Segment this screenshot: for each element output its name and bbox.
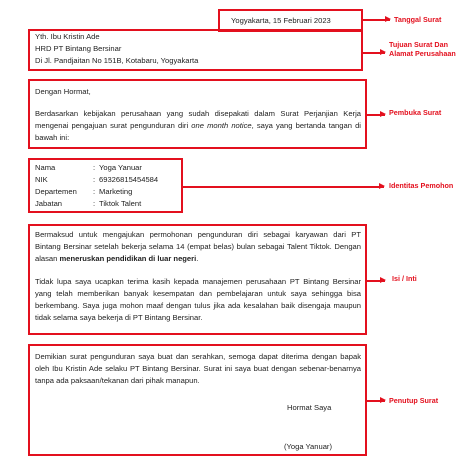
- signature-name: (Yoga Yanuar): [284, 442, 332, 451]
- recipient-name: Yth. Ibu Kristin Ade: [35, 32, 100, 41]
- recipient-department: HRD PT Bintang Bersinar: [35, 44, 122, 53]
- body-p2-line-4: tidak selama saya bekerja di PT Bintang Bersinar.: [35, 313, 203, 322]
- tanggal-arrow: [363, 19, 390, 21]
- identity-key: NIK: [35, 175, 48, 184]
- identity-key: Nama: [35, 163, 56, 172]
- identity-value: Tiktok Talent: [99, 199, 142, 208]
- recipient-address: Di Jl. Pandjaitan No 151B, Kotabaru, Yogyakarta: [35, 56, 199, 65]
- label-tanggal-surat: Tanggal Surat: [394, 15, 442, 24]
- isi-arrow: [367, 280, 385, 282]
- identity-key: Departemen: [35, 187, 77, 196]
- regards: Hormat Saya: [287, 403, 332, 412]
- opening-line-2-post: , saya yang bertanda tangan di: [251, 121, 361, 130]
- identity-key: Jabatan: [35, 199, 63, 208]
- tujuan-arrow: [363, 52, 385, 54]
- body-p2-line-3: berkembang. Saya juga mohon maaf dengan tulus jika ada kesalahan baik disengaja maupun: [35, 301, 361, 310]
- label-tujuan-line-1: Tujuan Surat Dan: [389, 40, 448, 49]
- label-isi-inti: Isi / Inti: [392, 274, 417, 283]
- penutup-arrow: [367, 400, 385, 402]
- body-p2-line-2: yang telah memberikan banyak kesempatan dan pembelajaran untuk saya sehingga bisa: [35, 289, 361, 298]
- opening-line-2-pre: mengenai pengajuan surat pengunduran diri: [35, 121, 192, 130]
- greeting: Dengan Hormat,: [35, 87, 91, 96]
- identity-value: Yoga Yanuar: [99, 163, 142, 172]
- body-p1-line-3: [35, 253, 198, 264]
- body-p2-line-1: Tidak lupa saya ucapkan terima kasih kepada manajemen perusahaan PT Bintang Bersinar: [35, 277, 361, 286]
- label-pembuka-surat: Pembuka Surat: [389, 108, 442, 117]
- pembuka-arrow: [367, 114, 385, 116]
- identity-value: 69326815454584: [99, 175, 159, 184]
- closing-line-2: oleh Ibu Kristin Ade selaku PT Bintang Bersinar. Surat ini saya buat dengan sebenar-benarnya: [35, 364, 361, 373]
- recipient-box: [28, 29, 363, 71]
- opening-box: [28, 79, 367, 149]
- body-p1-line-1: Bermaksud untuk mengajukan permohonan pengunduran diri sebagai karyawan dari PT: [35, 230, 361, 239]
- resignation-reason: meneruskan pendidikan di luar negeri: [59, 254, 197, 263]
- body-p1-line-3-post: .: [196, 254, 199, 263]
- identity-separator: :: [93, 199, 96, 208]
- closing-line-3: tanpa ada paksaan/tekanan dari pihak manapun.: [35, 376, 200, 385]
- one-month-notice: one month notice: [191, 121, 252, 130]
- identitas-arrow: [183, 186, 384, 188]
- opening-line-3: bawah ini:: [35, 133, 70, 142]
- identity-separator: :: [93, 163, 96, 172]
- closing-line-1: Demikian surat pengunduran saya buat dan serahkan, semoga dapat diterima dengan bapak: [35, 352, 361, 361]
- body-box: [28, 224, 367, 335]
- label-identitas-pemohon: Identitas Pemohon: [389, 181, 454, 190]
- identity-separator: :: [93, 187, 96, 196]
- body-p1-line-2: Bintang Bersinar setelah bekerja selama 14 (empat belas) bulan sebagai Talent Tiktok. Dengan: [35, 242, 361, 251]
- label-penutup-surat: Penutup Surat: [389, 396, 439, 405]
- letter-date: Yogyakarta, 15 Februari 2023: [231, 16, 331, 25]
- label-tujuan-line-2: Alamat Perusahaan: [389, 49, 456, 58]
- opening-line-1: Berdasarkan kebijakan perusahaan yang sudah disepakati dalam Surat Perjanjian Kerja: [35, 109, 361, 118]
- closing-box: [28, 344, 367, 456]
- body-p1-line-3-pre: alasan: [35, 254, 60, 263]
- identity-box: [28, 158, 183, 213]
- identity-value: Marketing: [99, 187, 133, 196]
- opening-line-2: [35, 120, 361, 131]
- identity-separator: :: [93, 175, 96, 184]
